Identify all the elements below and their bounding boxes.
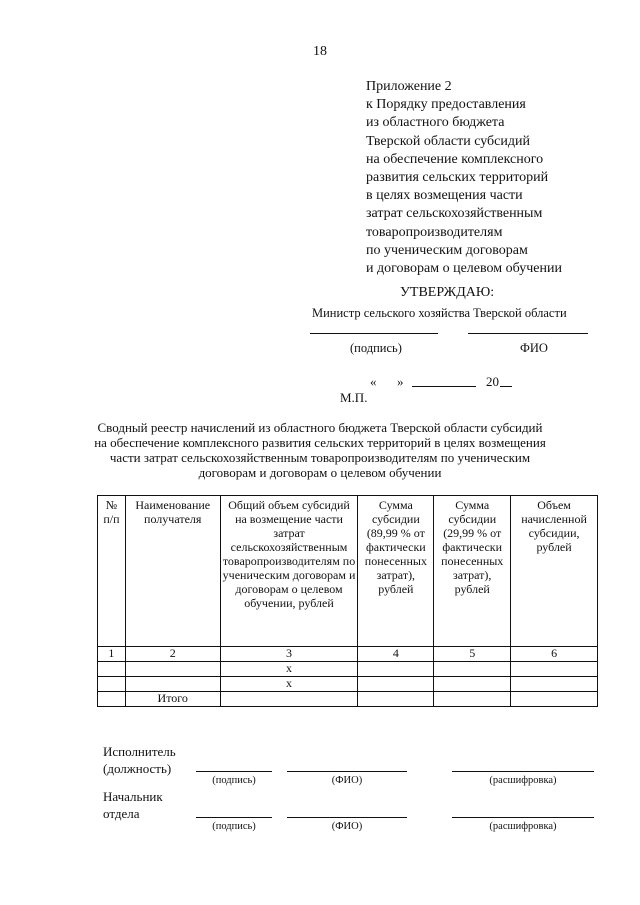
executor-label xyxy=(103,743,176,777)
col-header-recipient: Наименование получателя xyxy=(125,496,220,647)
executor-name-caption: (ФИО) xyxy=(331,775,363,786)
col-header-accrued: Объем начисленной субсидии, рублей xyxy=(511,496,598,647)
table-cell xyxy=(434,677,511,692)
name-line xyxy=(468,333,588,334)
executor-decode-line xyxy=(452,771,594,772)
date-year-prefix: 20 xyxy=(486,374,499,389)
table-cell xyxy=(511,692,598,707)
date-month-line xyxy=(412,386,476,387)
table-cell xyxy=(511,662,598,677)
table-cell xyxy=(434,662,511,677)
head-label-line: Начальник xyxy=(103,789,163,804)
table-cell: 6 xyxy=(511,647,598,662)
page-number: 18 xyxy=(313,44,327,59)
table-cell xyxy=(358,692,434,707)
table-cell xyxy=(98,692,126,707)
head-label-line: отдела xyxy=(103,806,140,821)
executor-signature-line xyxy=(196,771,272,772)
date-quote-open: « xyxy=(370,374,377,389)
executor-decode-caption: (расшифровка) xyxy=(489,775,557,786)
table-cell: x xyxy=(220,662,358,677)
table-header-row xyxy=(98,496,598,647)
table-row xyxy=(98,662,598,677)
appendix-line: к Порядку предоставления xyxy=(366,97,526,113)
appendix-line: затрат сельскохозяйственным xyxy=(366,206,543,222)
table-cell: x xyxy=(220,677,358,692)
executor-name-line xyxy=(287,771,407,772)
head-decode-line xyxy=(452,817,594,818)
appendix-line: на обеспечение комплексного xyxy=(366,151,544,167)
table-cell: 4 xyxy=(358,647,434,662)
heading-line: на обеспечение комплексного развития сельских территорий в целях возмещения xyxy=(94,435,546,450)
appendix-line: из областного бюджета xyxy=(366,115,505,131)
register-table xyxy=(97,495,598,707)
appendix-line: товаропроизводителям xyxy=(366,224,503,240)
total-label: Итого xyxy=(125,692,220,707)
date-year-line xyxy=(500,386,512,387)
table-cell xyxy=(125,677,220,692)
table-row xyxy=(98,677,598,692)
date-quote-close: » xyxy=(397,374,404,389)
col-header-number: № п/п xyxy=(98,496,126,647)
approver-position: Министр сельского хозяйства Тверской области xyxy=(312,306,567,320)
appendix-line: и договорам о целевом обучении xyxy=(366,261,562,277)
signature-line xyxy=(310,333,438,334)
table-cell xyxy=(98,662,126,677)
table-cell xyxy=(220,692,358,707)
col-header-total-volume: Общий объем субсидий на возмещение части затрат сельскохозяйственным товаропроизводителям по ученическим договорам и договорам о целевом обучении, рублей xyxy=(220,496,358,647)
col-header-subsidy-29: Сумма субсидии (29,99 % от фактически понесенных затрат), рублей xyxy=(434,496,511,647)
appendix-line: Тверской области субсидий xyxy=(366,133,530,149)
table-cell xyxy=(358,662,434,677)
heading-line: договорам и договорам о целевом обучении xyxy=(198,465,442,480)
name-caption: ФИО xyxy=(520,341,548,355)
appendix-line: в целях возмещения части xyxy=(366,188,523,204)
table-cell: 3 xyxy=(220,647,358,662)
table-cell: 5 xyxy=(434,647,511,662)
table-cell xyxy=(358,677,434,692)
head-label xyxy=(103,788,163,822)
table-cell: 2 xyxy=(125,647,220,662)
executor-label-line: (должность) xyxy=(103,761,172,776)
head-name-line xyxy=(287,817,407,818)
executor-signature-caption: (подпись) xyxy=(212,775,256,786)
signature-caption: (подпись) xyxy=(350,341,402,355)
table-cell xyxy=(434,692,511,707)
approval-title: УТВЕРЖДАЮ: xyxy=(400,285,495,300)
table-cell xyxy=(511,677,598,692)
appendix-line: развития сельских территорий xyxy=(366,170,549,186)
table-total-row xyxy=(98,692,598,707)
executor-label-line: Исполнитель xyxy=(103,744,176,759)
table-cell xyxy=(98,677,126,692)
head-decode-caption: (расшифровка) xyxy=(489,821,557,832)
table-cell: 1 xyxy=(98,647,126,662)
table-numbering-row xyxy=(98,647,598,662)
appendix-note xyxy=(366,78,562,278)
appendix-line: Приложение 2 xyxy=(366,79,452,94)
col-header-subsidy-89: Сумма субсидии (89,99 % от фактически понесенных затрат), рублей xyxy=(358,496,434,647)
head-signature-line xyxy=(196,817,272,818)
appendix-line: по ученическим договорам xyxy=(366,242,528,258)
seal-place: М.П. xyxy=(340,390,368,405)
table-cell xyxy=(125,662,220,677)
heading-line: Сводный реестр начислений из областного бюджета Тверской области субсидий xyxy=(97,420,543,435)
head-signature-caption: (подпись) xyxy=(212,821,256,832)
register-heading xyxy=(60,420,580,480)
heading-line: части затрат сельскохозяйственным товаропроизводителям по ученическим xyxy=(109,450,531,465)
head-name-caption: (ФИО) xyxy=(331,821,363,832)
